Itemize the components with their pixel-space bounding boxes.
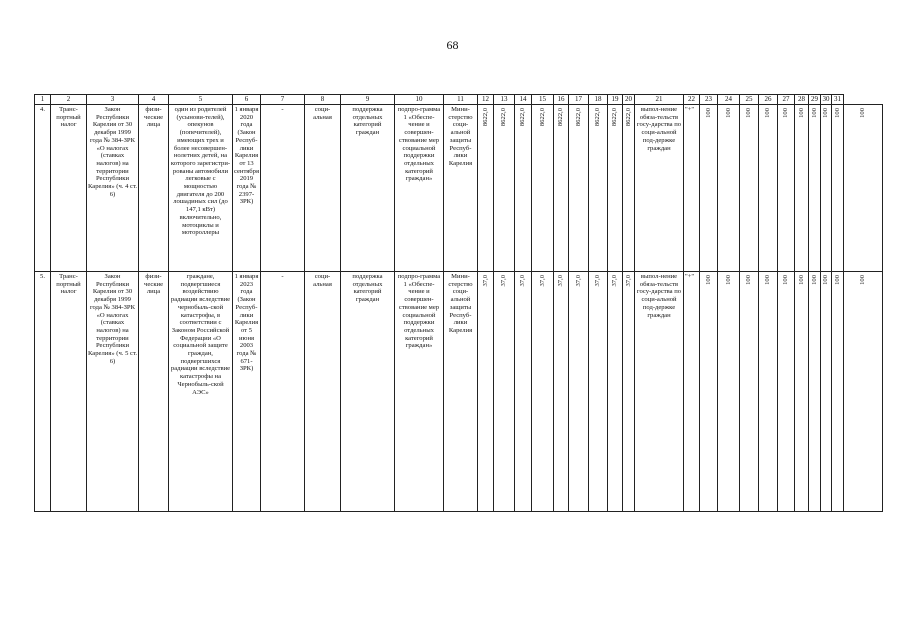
amount-value: 37,0	[557, 275, 565, 287]
column-number: 27	[778, 95, 795, 105]
column-number: 24	[718, 95, 740, 105]
amount-cell	[478, 272, 494, 512]
percent-value: 100	[704, 108, 712, 118]
column-number: 16	[554, 95, 569, 105]
curator: Мини-стерство соци-альной защиты Респуб-лики Карелия	[444, 105, 478, 272]
expenditure-goal: поддержка отдельных категорий граждан	[341, 272, 395, 512]
column-number: 26	[759, 95, 778, 105]
percent-value: 100	[782, 108, 790, 118]
percent-cell	[759, 272, 778, 512]
column-number: 19	[608, 95, 623, 105]
amount-value: 37,0	[481, 275, 489, 287]
mark-cell	[684, 272, 700, 512]
column-7-value: -	[261, 105, 305, 272]
percent-value: 100	[833, 108, 841, 118]
payer-category: физи-ческие лица	[139, 105, 169, 272]
percent-value: 100	[810, 275, 818, 285]
percent-value: 100	[724, 108, 732, 118]
amount-cell	[589, 105, 608, 272]
amount-cell	[554, 105, 569, 272]
amount-value: 37,0	[611, 275, 619, 287]
column-number: 10	[395, 95, 444, 105]
percent-value: 100	[764, 275, 772, 285]
column-number: 18	[589, 95, 608, 105]
expenditure-goal: поддержка отдельных категорий граждан	[341, 105, 395, 272]
amount-value: 37,0	[500, 275, 508, 287]
percent-cell	[718, 272, 740, 512]
payer-category: физи-ческие лица	[139, 272, 169, 512]
percent-cell	[821, 272, 832, 512]
percent-cell	[832, 105, 844, 272]
amount-value: 8622,0	[574, 108, 582, 127]
column-number: 12	[478, 95, 494, 105]
column-number: 17	[569, 95, 589, 105]
amount-value: 8622,0	[557, 108, 565, 127]
row-number: 4.	[35, 105, 51, 272]
amount-value: 8622,0	[594, 108, 602, 127]
page-number: 68	[446, 38, 459, 52]
column-7-value: -	[261, 272, 305, 512]
percent-value: 100	[859, 275, 867, 285]
column-number: 9	[341, 95, 395, 105]
curator: Мини-стерство соци-альной защиты Респуб-лики Карелия	[444, 272, 478, 512]
expenditure-type: соци-альная	[305, 105, 341, 272]
tax-name: Транс-портный налог	[51, 105, 87, 272]
percent-cell	[759, 105, 778, 272]
column-number: 2	[51, 95, 87, 105]
percent-value: 100	[764, 108, 772, 118]
column-number: 4	[139, 95, 169, 105]
column-number: 15	[532, 95, 554, 105]
column-number: 5	[169, 95, 233, 105]
amount-value: 8622,0	[481, 108, 489, 127]
amount-cell	[532, 272, 554, 512]
mark-value: "+"	[685, 106, 695, 113]
column-number: 20	[623, 95, 635, 105]
percent-value: 100	[724, 275, 732, 285]
amount-value: 8622,0	[519, 108, 527, 127]
percent-cell	[809, 272, 821, 512]
amount-value: 37,0	[624, 275, 632, 287]
column-numbers-row	[35, 95, 883, 105]
amount-value: 37,0	[538, 275, 546, 287]
percent-cell	[740, 105, 759, 272]
percent-cell	[700, 272, 718, 512]
percent-value: 100	[782, 275, 790, 285]
amount-value: 8622,0	[611, 108, 619, 127]
table-row	[35, 272, 883, 512]
column-number: 11	[444, 95, 478, 105]
percent-cell	[740, 272, 759, 512]
amount-cell	[623, 272, 635, 512]
state-program: подпро-грамма 1 «Обеспе-чение и совершен-ствование мер социальной поддержки отдельных категорий граждан»	[395, 105, 444, 272]
amount-cell	[494, 272, 515, 512]
column-number: 14	[515, 95, 532, 105]
percent-value: 100	[859, 108, 867, 118]
state-program: подпро-грамма 1 «Обеспе-чение и совершен-ствование мер социальной поддержки отдельных категорий граждан»	[395, 272, 444, 512]
percent-value: 100	[745, 275, 753, 285]
percent-cell	[700, 105, 718, 272]
mark-cell	[684, 105, 700, 272]
expenditure-type: соци-альная	[305, 272, 341, 512]
amount-cell	[478, 105, 494, 272]
percent-value: 100	[822, 108, 830, 118]
percent-cell	[795, 272, 809, 512]
amount-cell	[608, 272, 623, 512]
legal-basis: Закон Республики Карелия от 30 декабря 1999 года № 384-ЗРК «О налогах (ставках налогов) на территории Республики Карелия» (ч. 5 ст. 6)	[87, 272, 139, 512]
column-number: 8	[305, 95, 341, 105]
column-number: 25	[740, 95, 759, 105]
target-indicator: выпол-нение обяза-тельств госу-дарства по соци-альной под-держке граждан	[635, 272, 684, 512]
column-number: 1	[35, 95, 51, 105]
legal-basis: Закон Республики Карелия от 30 декабря 1999 года № 384-ЗРК «О налогах (ставках налогов) на территории Республики Карелия» (ч. 4 ст. 6)	[87, 105, 139, 272]
mark-value: "+"	[685, 273, 695, 280]
amount-cell	[608, 105, 623, 272]
column-number: 29	[809, 95, 821, 105]
amount-cell	[589, 272, 608, 512]
column-number: 22	[684, 95, 700, 105]
tax-expenditure-table	[34, 94, 883, 512]
column-number: 7	[261, 95, 305, 105]
amount-cell	[569, 105, 589, 272]
target-indicator: выпол-нение обяза-тельств госу-дарства по соци-альной под-держке граждан	[635, 105, 684, 272]
percent-cell	[778, 272, 795, 512]
column-number: 13	[494, 95, 515, 105]
amount-value: 8622,0	[624, 108, 632, 127]
amount-value: 37,0	[594, 275, 602, 287]
percent-cell	[778, 105, 795, 272]
amount-cell	[515, 105, 532, 272]
column-number: 3	[87, 95, 139, 105]
percent-value: 100	[810, 108, 818, 118]
percent-value: 100	[745, 108, 753, 118]
column-number: 28	[795, 95, 809, 105]
percent-value: 100	[704, 275, 712, 285]
column-number: 6	[233, 95, 261, 105]
percent-cell	[718, 105, 740, 272]
row-number: 5.	[35, 272, 51, 512]
amount-value: 37,0	[519, 275, 527, 287]
amount-cell	[623, 105, 635, 272]
amount-cell	[532, 105, 554, 272]
percent-cell	[795, 105, 809, 272]
percent-cell	[809, 105, 821, 272]
effective-date: 1 января 2023 года (Закон Респуб-лики Карелия от 5 июня 2003 года № 671-ЗРК)	[233, 272, 261, 512]
amount-cell	[554, 272, 569, 512]
amount-cell	[569, 272, 589, 512]
amount-cell	[494, 105, 515, 272]
column-number: 21	[635, 95, 684, 105]
percent-cell	[844, 105, 883, 272]
effective-date: 1 января 2020 года (Закон Респуб-лики Карелия от 13 сентября 2019 года № 2397-ЗРК)	[233, 105, 261, 272]
amount-cell	[515, 272, 532, 512]
amount-value: 37,0	[574, 275, 582, 287]
table-row	[35, 105, 883, 272]
beneficiary-category: граждане, подвергшиеся воздействию радиации вследствие чернобыль-ской катастрофы, в соответствии с Законом Российской Федерации «О социальной защите граждан, подвергшихся радиации вследствие катастрофы на Чернобыль-ской АЭС»	[169, 272, 233, 512]
column-number: 23	[700, 95, 718, 105]
column-number: 31	[832, 95, 844, 105]
amount-value: 8622,0	[500, 108, 508, 127]
percent-cell	[844, 272, 883, 512]
percent-value: 100	[797, 108, 805, 118]
percent-cell	[821, 105, 832, 272]
beneficiary-category: один из родителей (усынови-телей), опекунов (попечителей), имеющих трех и более несовершен-нолетних детей, на которого зарегистри-рованы автомобили легковые с мощностью двигателя до 200 лошадиных сил (до 147,1 кВт) включительно, мотоциклы и мотороллеры	[169, 105, 233, 272]
percent-value: 100	[797, 275, 805, 285]
percent-cell	[832, 272, 844, 512]
percent-value: 100	[833, 275, 841, 285]
tax-name: Транс-портный налог	[51, 272, 87, 512]
percent-value: 100	[822, 275, 830, 285]
amount-value: 8622,0	[538, 108, 546, 127]
column-number: 30	[822, 95, 830, 104]
